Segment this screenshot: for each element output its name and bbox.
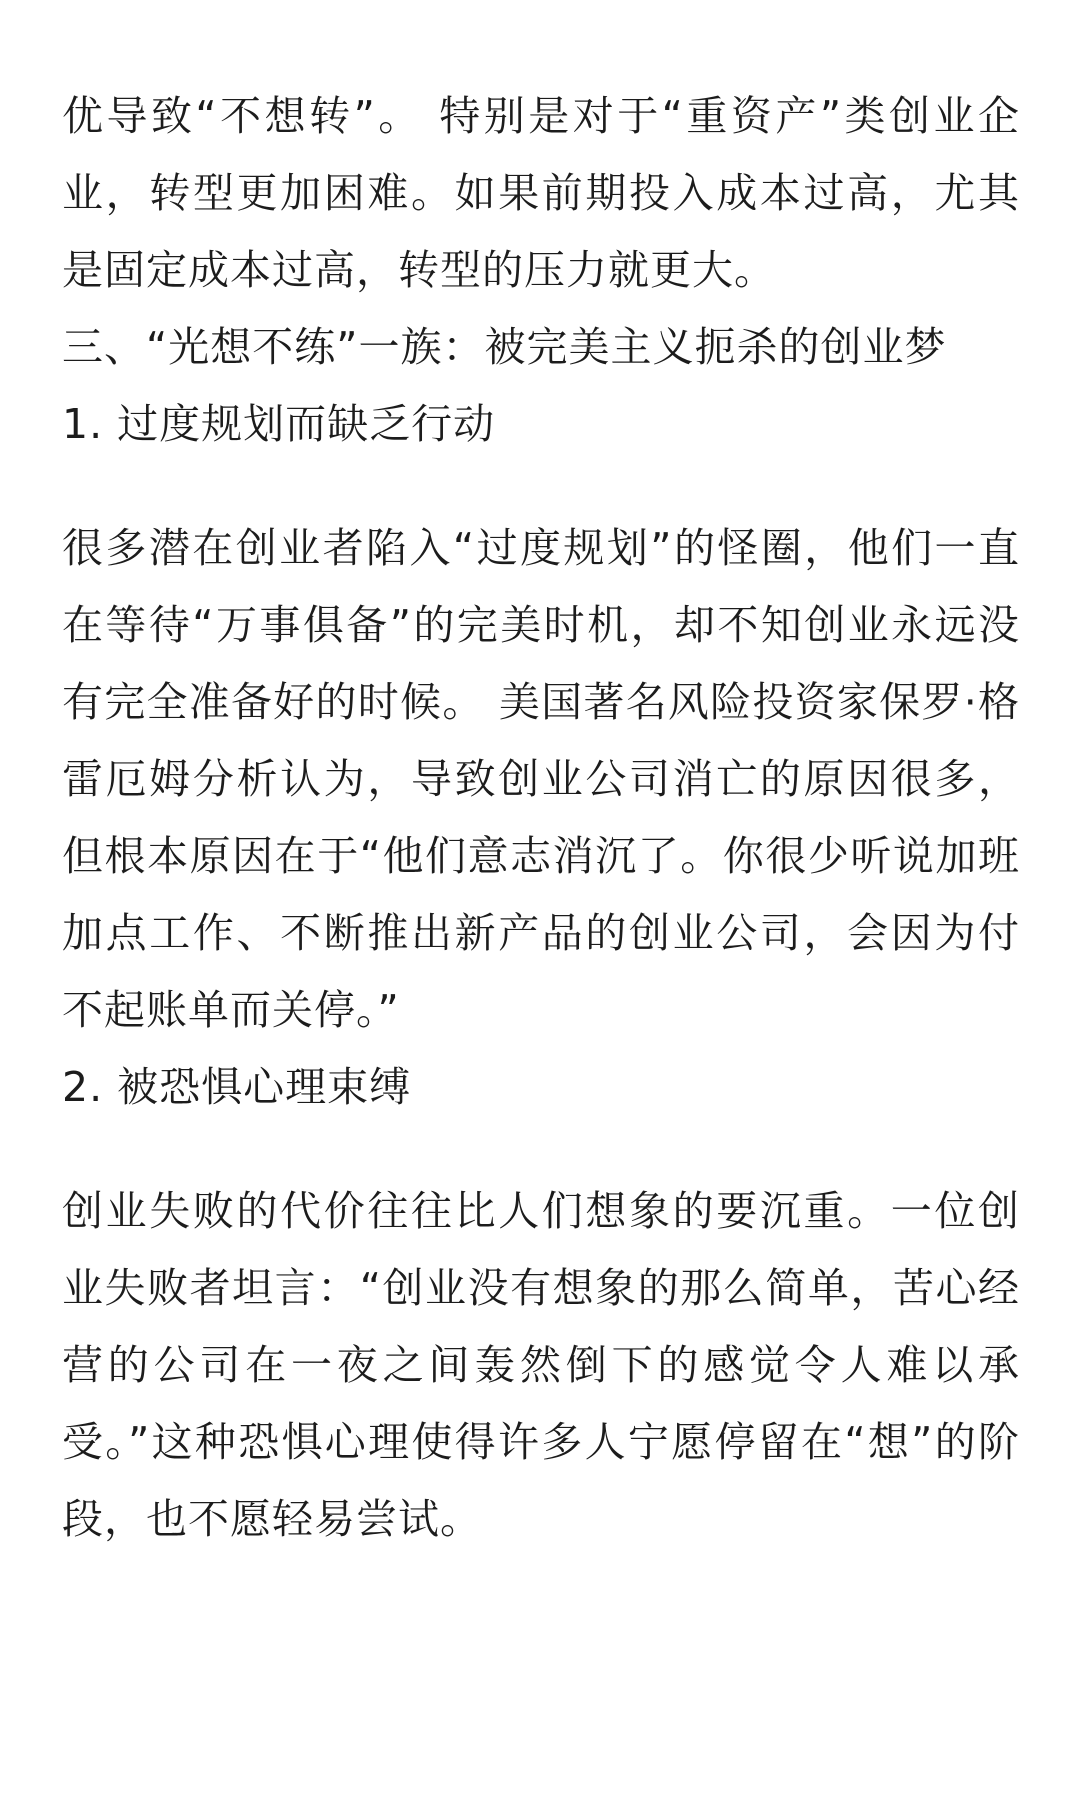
paragraph-fear: 创业失败的代价往往比人们想象的要沉重。一位创业失败者坦言：“创业没有想象的那么简单，苦心经营的公司在一夜之间轰然倒下的感觉令人难以承受。”这种恐惧心理使得许多人宁愿停留在“想”的阶段，也不愿轻易尝试。 xyxy=(62,1187,1020,1543)
paragraph-over-planning: 很多潜在创业者陷入“过度规划”的怪圈，他们一直在等待“万事俱备”的完美时机，却不知创业永远没有完全准备好的时候。 美国著名风险投资家保罗·格雷厄姆分析认为，导致创业公司消亡的原因很多，但根本原因在于“他们意志消沉了。你很少听说加班加点工作、不断推出新产品的创业公司，会因为付不起账单而关停。” xyxy=(62,524,1020,1034)
subsection-heading-1: 1. 过度规划而缺乏行动 xyxy=(62,400,496,448)
paragraph-continuation: 优导致“不想转”。 特别是对于“重资产”类创业企业，转型更加困难。如果前期投入成本过高，尤其是固定成本过高，转型的压力就更大。 xyxy=(62,92,1020,294)
subsection-heading-2: 2. 被恐惧心理束缚 xyxy=(62,1063,412,1111)
section-heading: 三、“光想不练”一族：被完美主义扼杀的创业梦 xyxy=(62,323,947,371)
